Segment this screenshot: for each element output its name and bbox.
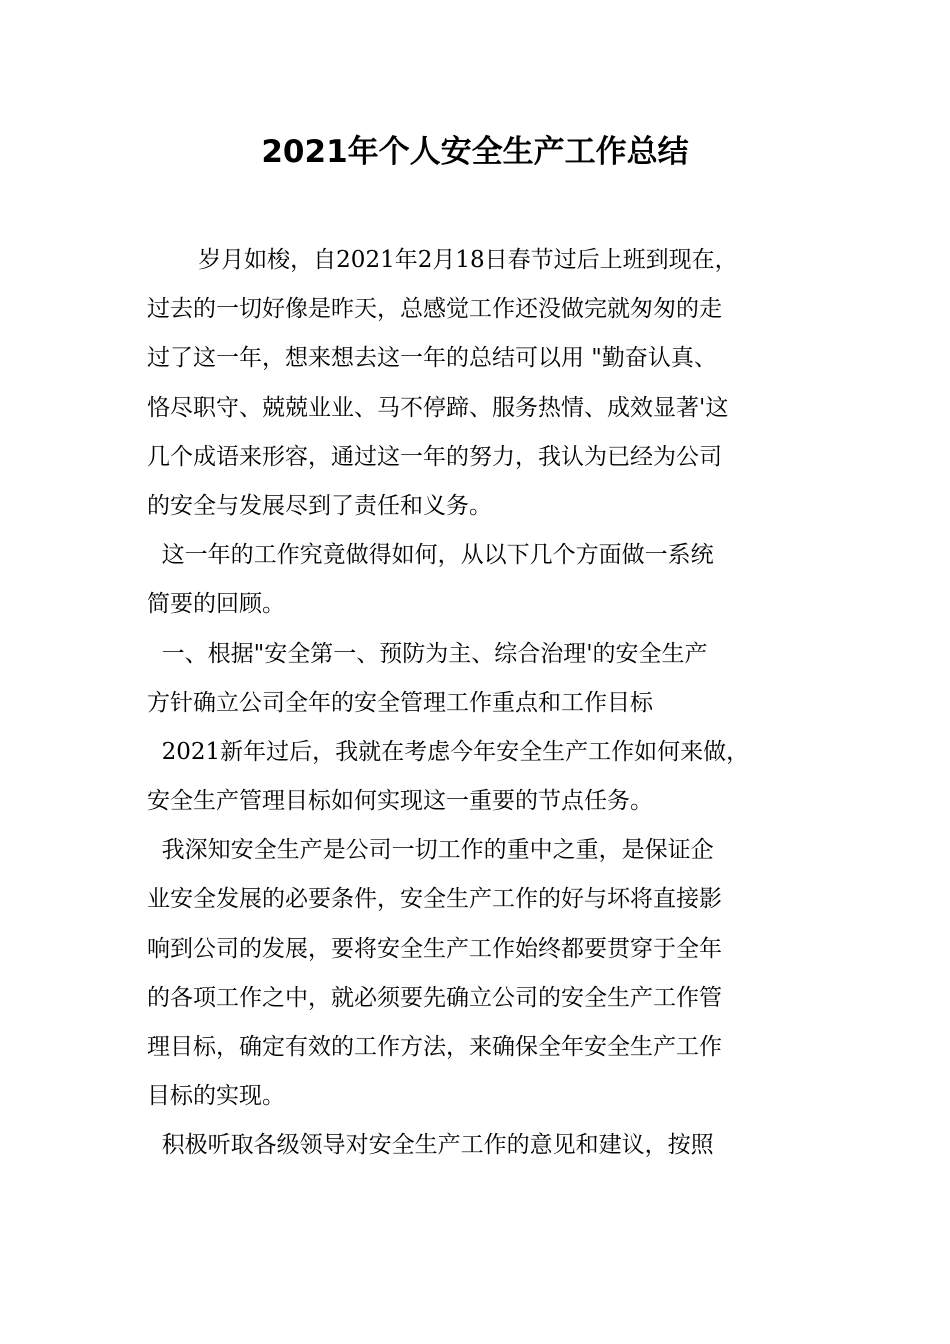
body-line: 这一年的工作究竟做得如何，从以下几个方面做一系统 <box>147 542 714 569</box>
body-line: 理目标，确定有效的工作方法，来确保全年安全生产工作 <box>147 1034 722 1060</box>
body-line: 响到公司的发展，要将安全生产工作始终都要贯穿于全年 <box>147 935 722 962</box>
body-line: 方针确立公司全年的安全管理工作重点和工作目标 <box>147 689 653 716</box>
body-line: 过去的一切好像是昨天，总感觉工作还没做完就匆匆的走 <box>147 296 722 323</box>
body-line: 2021新年过后，我就在考虑今年安全生产工作如何来做， <box>147 738 750 765</box>
body-line: 目标的实现。 <box>147 1083 285 1110</box>
body-line: 的安全与发展尽到了责任和义务。 <box>147 492 492 519</box>
body-line: 一、根据"安全第一、预防为主、综合治理'的安全生产 <box>147 640 708 667</box>
body-line: 我深知安全生产是公司一切工作的重中之重，是保证企 <box>147 837 714 864</box>
body-line: 恪尽职守、兢兢业业、马不停蹄、服务热情、成效显著'这 <box>147 394 729 421</box>
body-line: 安全生产管理目标如何实现这一重要的节点任务。 <box>147 788 653 815</box>
body-line: 岁月如梭，自2021年2月18日春节过后上班到现在， <box>147 247 738 273</box>
body-line: 过了这一年，想来想去这一年的总结可以用 "勤奋认真、 <box>147 345 717 372</box>
document-body <box>147 236 827 1171</box>
body-line: 积极听取各级领导对安全生产工作的意见和建议，按照 <box>147 1132 714 1159</box>
body-line: 简要的回顾。 <box>147 591 285 618</box>
document-title: 2021年个人安全生产工作总结 <box>261 134 689 170</box>
body-line: 几个成语来形容，通过这一年的努力，我认为已经为公司 <box>147 443 722 470</box>
body-line: 业安全发展的必要条件，安全生产工作的好与坏将直接影 <box>147 886 722 913</box>
body-line: 的各项工作之中，就必须要先确立公司的安全生产工作管 <box>147 984 722 1011</box>
